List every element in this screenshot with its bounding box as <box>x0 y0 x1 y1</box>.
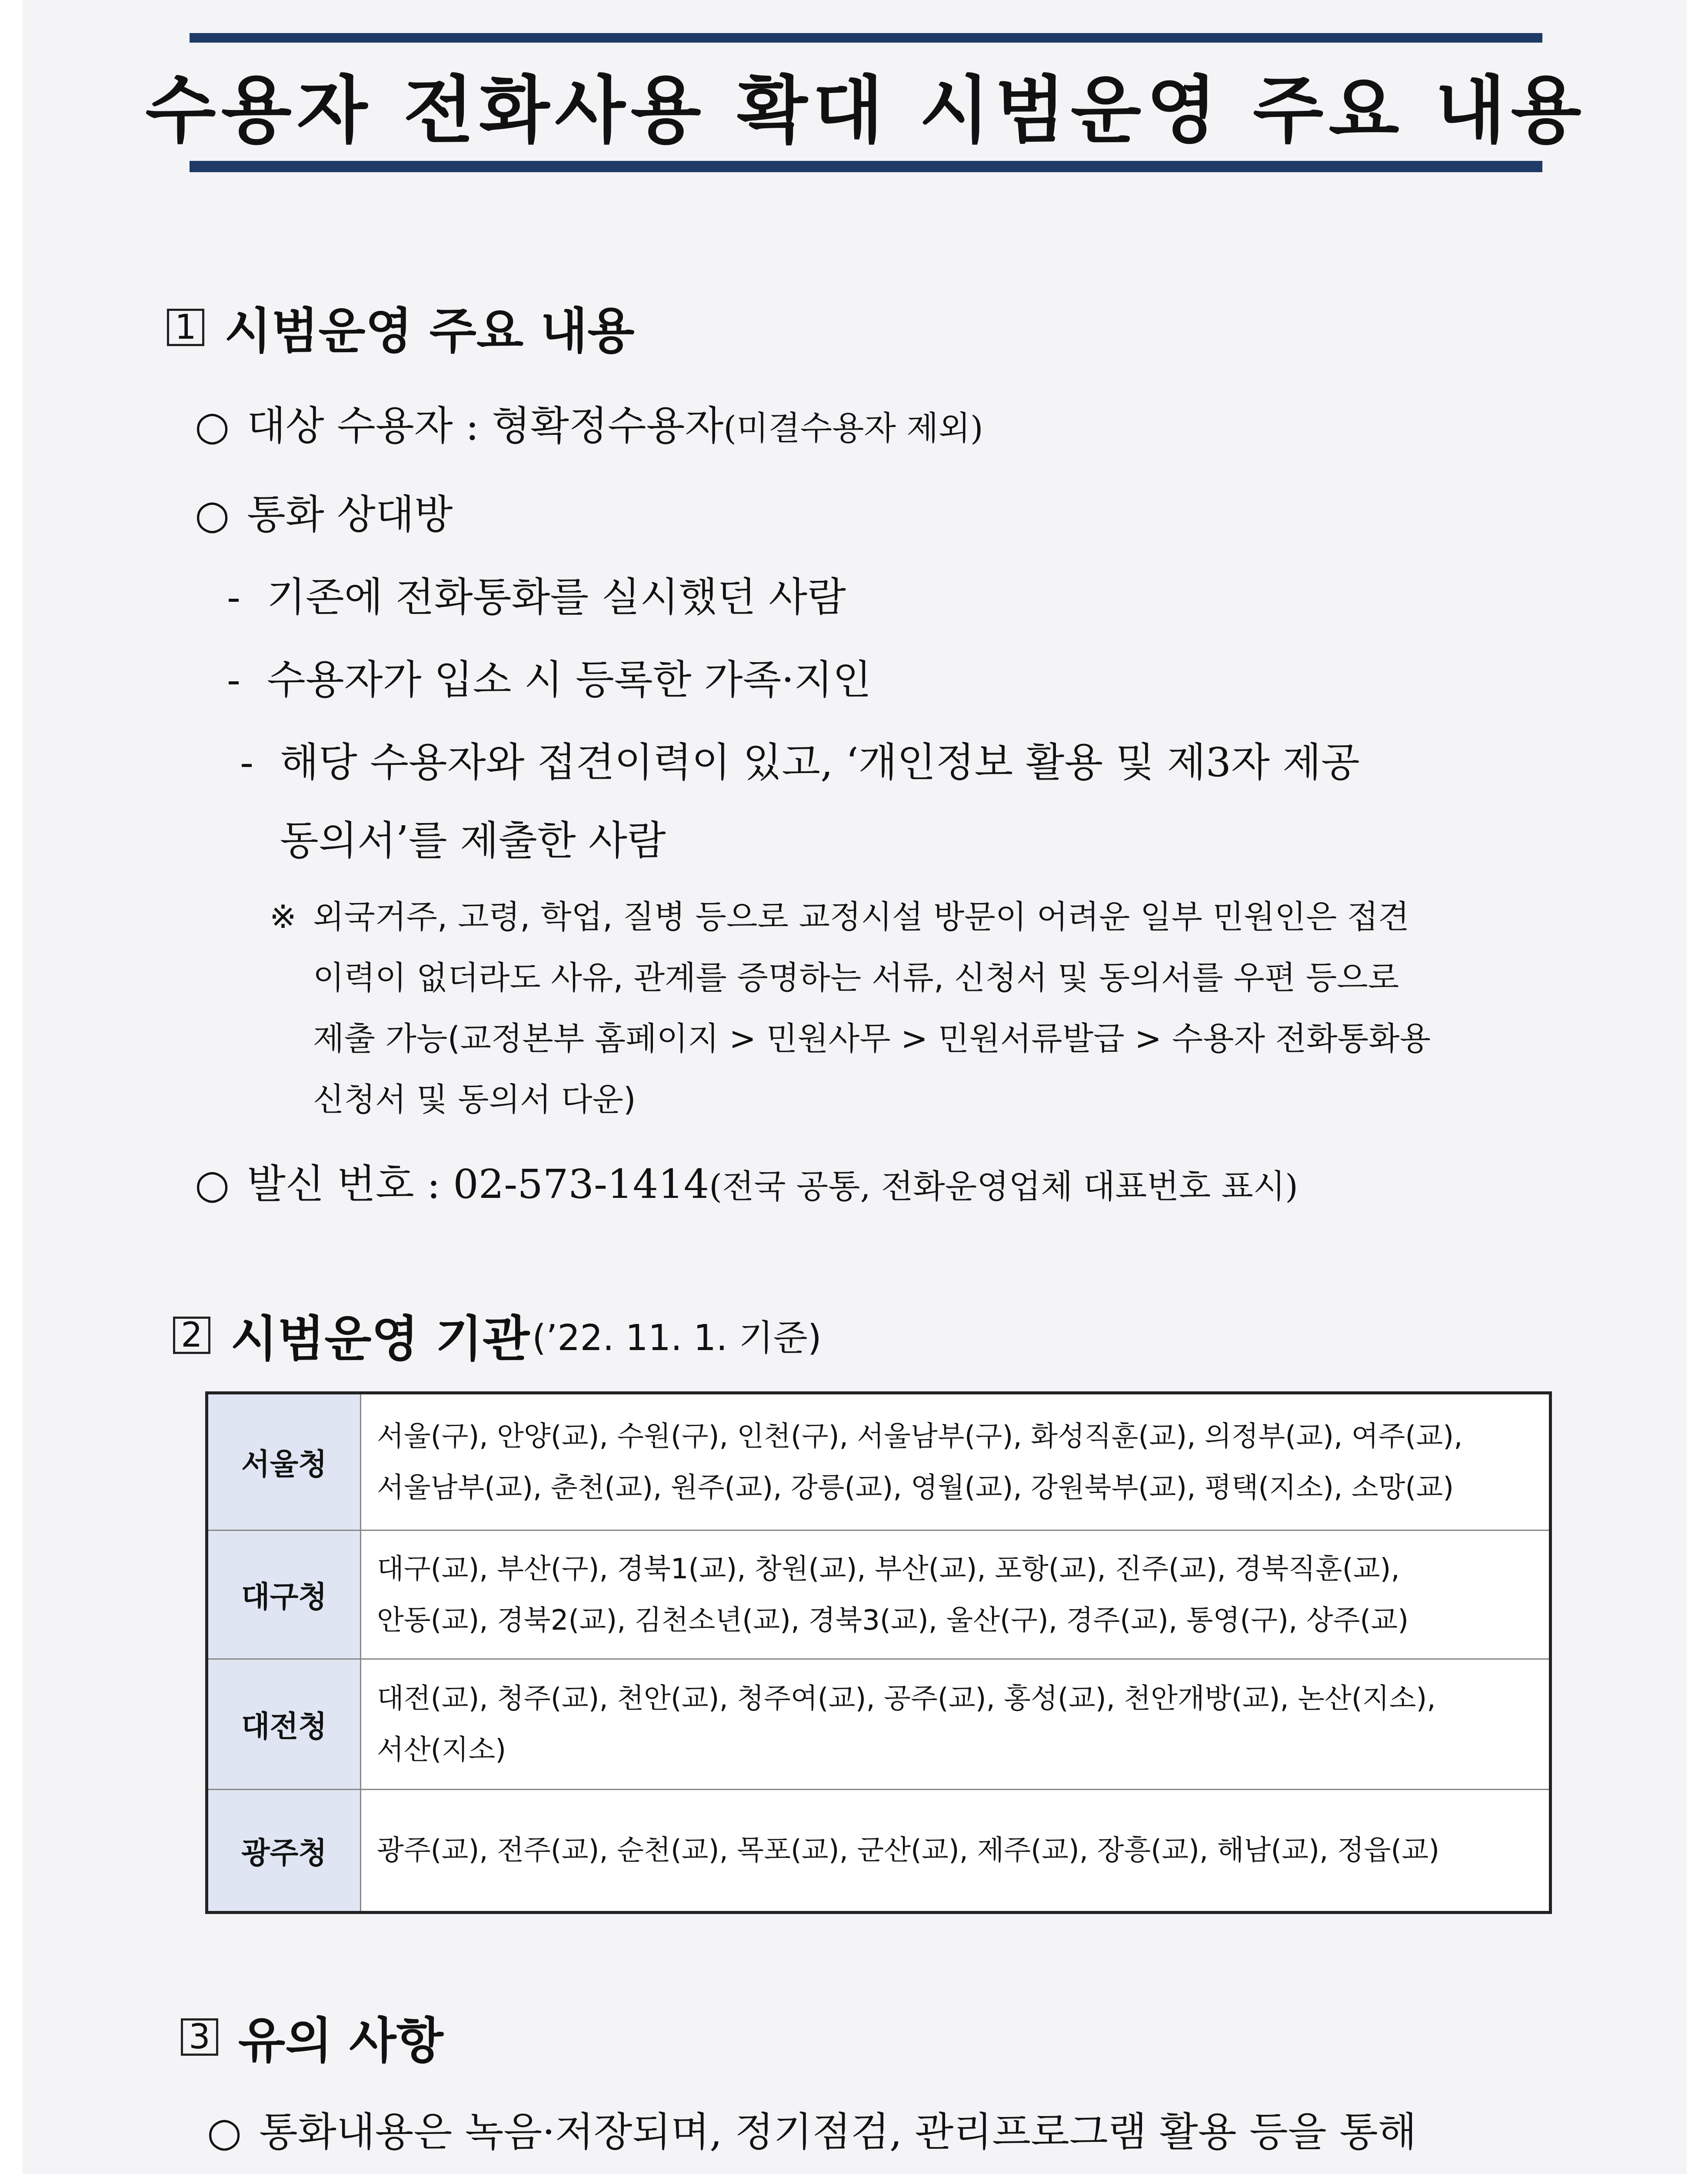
institution-list <box>361 1790 1549 1911</box>
institution-line: 대전(교), 청주(교), 천안(교), 청주여(교), 공주(교), 홍성(교), 천안개방(교), 논산(지소), <box>377 1682 1436 1715</box>
section-1-heading <box>167 292 635 362</box>
counterpart-item-text: 기존에 전화통화를 실시했던 사람 <box>267 574 846 620</box>
institution-line: 광주(교), 전주(교), 순천(교), 목포(교), 군산(교), 제주(교), 장흥(교), 해남(교), 정읍(교) <box>377 1834 1440 1867</box>
pilot-agencies-table <box>205 1391 1552 1914</box>
reference-note-line: 제출 가능(교정본부 홈페이지 > 민원사무 > 민원서류발급 > 수용자 전화통화용 <box>313 1020 1431 1057</box>
page-title: 수용자 전화사용 확대 시범운영 주요 내용 <box>145 67 1587 153</box>
reference-note-text: 외국거주, 고령, 학업, 질병 등으로 교정시설 방문이 어려운 일부 민원인은 접견 <box>313 898 1409 936</box>
institution-line: 대구(교), 부산(구), 경북1(교), 창원(교), 부산(교), 포항(교), 진주(교), 경북직훈(교), <box>377 1553 1400 1585</box>
institution-list <box>361 1394 1549 1530</box>
counterpart-item-text: 해당 수용자와 접견이력이 있고, ‘개인정보 활용 및 제3자 제공 <box>280 739 1360 786</box>
reference-note-line: 이력이 없더라도 사유, 관계를 증명하는 서류, 신청서 및 동의서를 우편 등으로 <box>313 959 1399 997</box>
institution-line: 안동(교), 경북2(교), 김천소년(교), 경북3(교), 울산(구), 경주(교), 통영(구), 상주(교) <box>377 1604 1409 1637</box>
section-3-heading <box>181 2002 443 2072</box>
institution-list <box>361 1531 1549 1658</box>
note-mark-icon: ※ <box>270 898 297 936</box>
caller-number-note: (전국 공통, 전화운영업체 대표번호 표시) <box>709 1167 1298 1206</box>
bullet-icon: ○ <box>195 403 230 449</box>
call-counterpart-label: 통화 상대방 <box>247 491 453 538</box>
caller-number-label: 발신 번호 : <box>247 1161 453 1207</box>
institution-line: 서산(지소) <box>377 1734 506 1766</box>
dash-marker: - <box>240 739 254 786</box>
section-2-number: 2 <box>173 1317 210 1354</box>
section-2-heading <box>173 1300 822 1370</box>
counterpart-item <box>240 730 1360 788</box>
section-3-title: 유의 사항 <box>238 2013 443 2069</box>
table-row <box>208 1790 1549 1911</box>
agency-header: 서울청 <box>208 1394 361 1530</box>
institution-line: 서울남부(교), 춘천(교), 원주(교), 강릉(교), 영월(교), 강원북부(교), 평택(지소), 소망(교) <box>377 1471 1454 1504</box>
reference-note-line: 신청서 및 동의서 다운) <box>313 1081 636 1118</box>
call-counterpart-line <box>195 483 453 540</box>
dash-marker: - <box>227 574 241 620</box>
document-page <box>23 0 1687 2174</box>
reference-note-line <box>270 891 1409 937</box>
target-inmates-label: 대상 수용자 : 형확정수용자 <box>247 403 724 449</box>
counterpart-item-continuation: 동의서’를 제출한 사람 <box>280 817 666 864</box>
institution-list <box>361 1660 1549 1789</box>
caution-item <box>207 2100 1417 2157</box>
agency-header: 광주청 <box>208 1790 361 1911</box>
dash-marker: - <box>227 657 241 703</box>
section-3-number: 3 <box>181 2018 218 2056</box>
section-2-title: 시범운영 기관 <box>230 1311 530 1367</box>
bullet-icon: ○ <box>207 2109 242 2155</box>
table-row <box>208 1660 1549 1790</box>
section-1-title: 시범운영 주요 내용 <box>224 303 635 360</box>
caller-number-line <box>195 1152 1298 1210</box>
title-top-rule <box>190 33 1542 43</box>
institution-line: 서울(구), 안양(교), 수원(구), 인천(구), 서울남부(구), 화성직훈(교), 의정부(교), 여주(교), <box>377 1420 1463 1453</box>
table-row <box>208 1531 1549 1660</box>
counterpart-item-text: 수용자가 입소 시 등록한 가족·지인 <box>267 657 872 703</box>
target-inmates-note: (미결수용자 제외) <box>723 409 983 447</box>
caution-item-text: 통화내용은 녹음·저장되며, 정기점검, 관리프로그램 활용 등을 통해 <box>259 2109 1417 2155</box>
counterpart-item <box>227 565 846 623</box>
table-row <box>208 1394 1549 1531</box>
target-inmates-line <box>195 394 983 451</box>
title-bottom-rule <box>190 161 1542 172</box>
section-2-date-note: (’22. 11. 1. 기준) <box>532 1317 822 1359</box>
section-1-number: 1 <box>167 309 204 346</box>
caller-number-value: 02-573-1414 <box>453 1161 709 1207</box>
bullet-icon: ○ <box>195 1161 230 1207</box>
agency-header: 대구청 <box>208 1531 361 1658</box>
agency-header: 대전청 <box>208 1660 361 1789</box>
counterpart-item <box>227 648 871 705</box>
bullet-icon: ○ <box>195 491 230 538</box>
